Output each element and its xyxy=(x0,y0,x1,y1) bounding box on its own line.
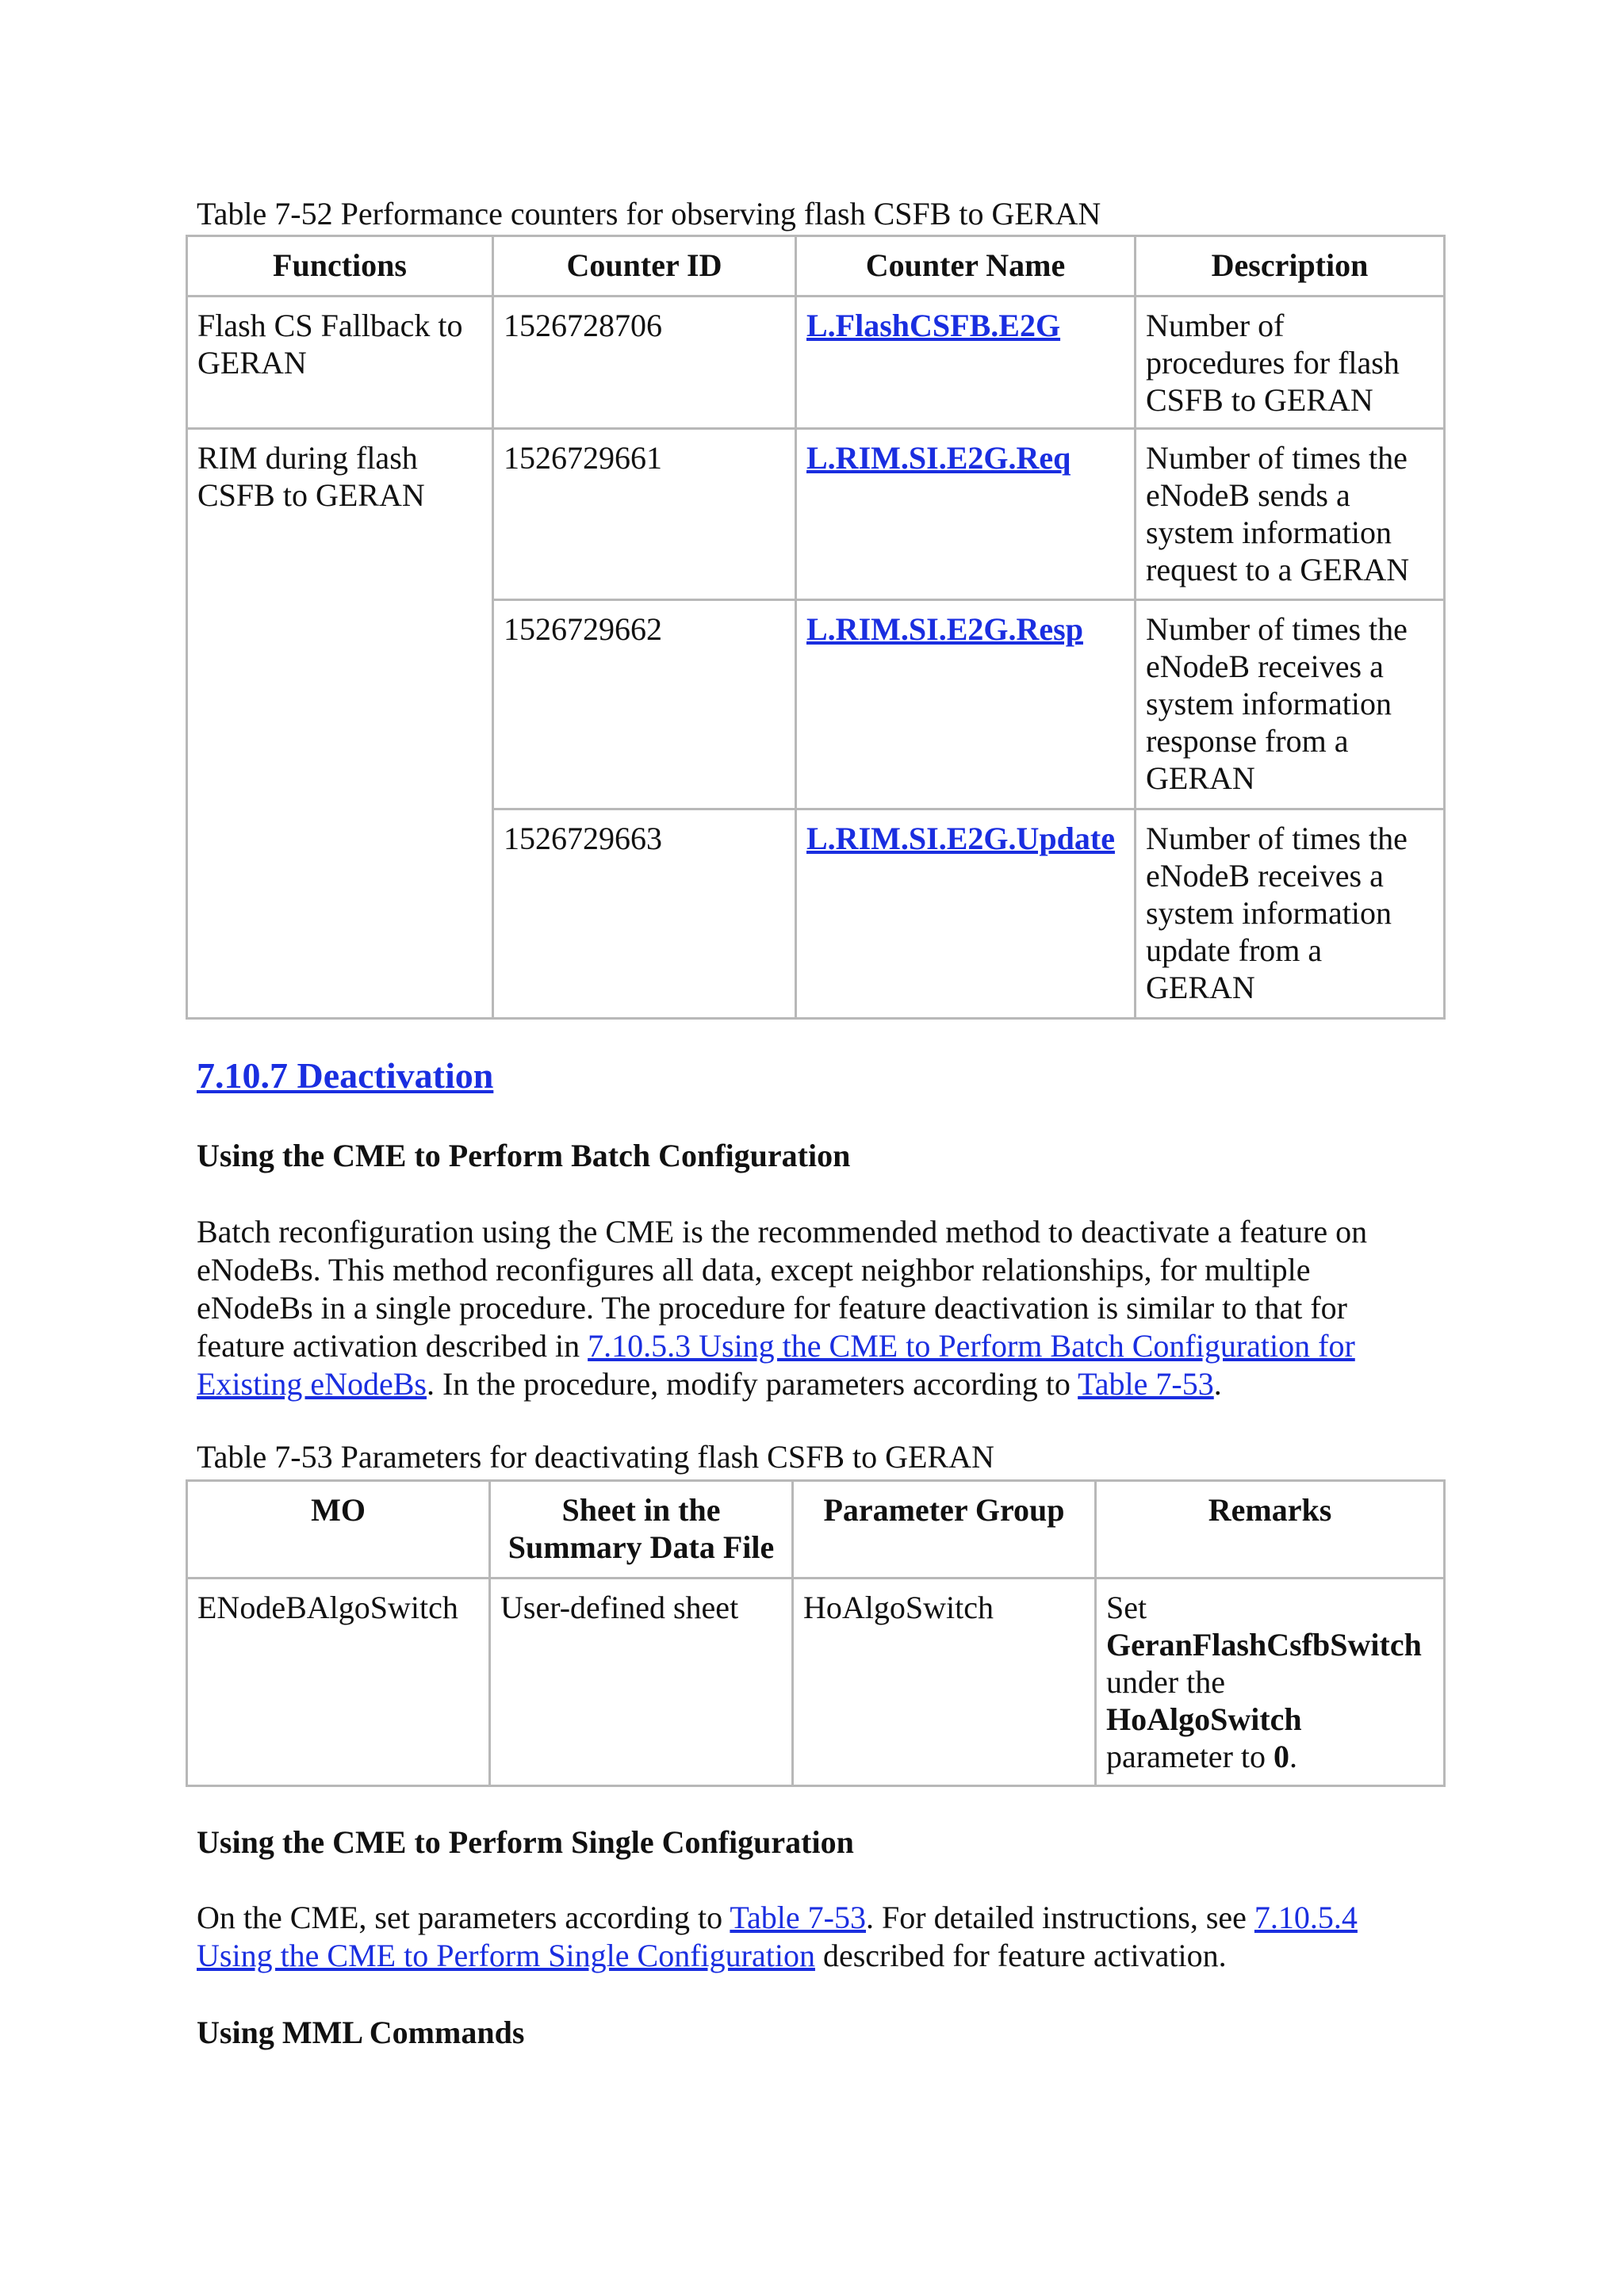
description-line: eNodeB receives a xyxy=(1146,858,1384,894)
counter-name-cell xyxy=(796,429,1136,600)
description-line: eNodeB receives a xyxy=(1146,649,1384,684)
function-cell xyxy=(187,429,493,1019)
counter-name-link[interactable]: L.FlashCSFB.E2G xyxy=(806,308,1061,343)
table-row xyxy=(187,1578,1445,1786)
description-line: Number of times the xyxy=(1146,611,1408,647)
sheet-cell: User-defined sheet xyxy=(490,1578,793,1786)
description-line: eNodeB sends a xyxy=(1146,477,1350,513)
counter-id-cell: 1526729663 xyxy=(493,809,796,1019)
function-line: GERAN xyxy=(197,345,307,381)
header-counter-name: Counter Name xyxy=(796,236,1136,297)
description-line: CSFB to GERAN xyxy=(1146,382,1373,418)
description-line: GERAN xyxy=(1146,970,1255,1005)
description-line: procedures for flash xyxy=(1146,345,1400,381)
table-header-row xyxy=(187,236,1445,297)
parameter-group-cell: HoAlgoSwitch xyxy=(793,1578,1096,1786)
paragraph-line xyxy=(197,1365,1434,1403)
header-functions: Functions xyxy=(187,236,493,297)
table-7-53-link[interactable]: Table 7-53 xyxy=(730,1900,866,1935)
function-line: Flash CS Fallback to xyxy=(197,308,463,343)
table-7-53-link[interactable]: Table 7-53 xyxy=(1078,1366,1214,1402)
counter-name-link[interactable]: L.RIM.SI.E2G.Resp xyxy=(806,611,1083,647)
counter-name-cell xyxy=(796,600,1136,809)
header-remarks: Remarks xyxy=(1096,1481,1445,1578)
paragraph-text: . In the procedure, modify parameters according to xyxy=(426,1366,1078,1402)
description-line: Number of times the xyxy=(1146,440,1408,476)
description-line: system information xyxy=(1146,515,1392,550)
table-53-caption: Table 7-53 Parameters for deactivating flash CSFB to GERAN xyxy=(197,1439,994,1475)
counter-name-cell xyxy=(796,297,1136,429)
single-config-paragraph xyxy=(197,1899,1434,1975)
table-row xyxy=(187,297,1445,429)
header-description: Description xyxy=(1136,236,1445,297)
description-cell xyxy=(1136,297,1445,429)
remarks-text: parameter to xyxy=(1106,1739,1274,1774)
remarks-value: 0 xyxy=(1274,1739,1289,1774)
header-line: Summary Data File xyxy=(508,1529,775,1565)
performance-counters-table xyxy=(186,235,1446,1020)
paragraph-text: feature activation described in xyxy=(197,1328,588,1364)
description-line: response from a xyxy=(1146,723,1349,759)
counter-name-link[interactable]: L.RIM.SI.E2G.Req xyxy=(806,440,1071,476)
single-config-link[interactable]: 7.10.5.4 xyxy=(1254,1900,1358,1935)
description-line: GERAN xyxy=(1146,760,1255,796)
table-52-caption: Table 7-52 Performance counters for observing flash CSFB to GERAN xyxy=(197,196,1101,232)
counter-name-cell xyxy=(796,809,1136,1019)
remarks-line: under the xyxy=(1106,1664,1225,1700)
batch-config-paragraph xyxy=(197,1213,1434,1403)
mml-commands-title: Using MML Commands xyxy=(197,2015,525,2050)
remarks-line: HoAlgoSwitch xyxy=(1106,1701,1302,1737)
paragraph-text: described for feature activation. xyxy=(814,1938,1227,1973)
description-line: update from a xyxy=(1146,932,1323,968)
description-line: system information xyxy=(1146,686,1392,721)
counter-id-cell: 1526728706 xyxy=(493,297,796,429)
batch-config-title: Using the CME to Perform Batch Configuration xyxy=(197,1138,851,1173)
table-row xyxy=(187,429,1445,600)
header-parameter-group: Parameter Group xyxy=(793,1481,1096,1578)
batch-config-link[interactable]: Existing eNodeBs xyxy=(197,1366,427,1402)
batch-config-link[interactable]: 7.10.5.3 Using the CME to Perform Batch Configuration for xyxy=(588,1328,1355,1364)
table-header-row xyxy=(187,1481,1445,1578)
description-cell xyxy=(1136,429,1445,600)
remarks-line: Set xyxy=(1106,1590,1147,1625)
remarks-line xyxy=(1106,1738,1434,1775)
section-heading-link[interactable]: 7.10.7 Deactivation xyxy=(197,1055,494,1096)
function-line: CSFB to GERAN xyxy=(197,477,425,513)
deactivation-parameters-table xyxy=(186,1479,1446,1787)
counter-id-cell: 1526729661 xyxy=(493,429,796,600)
description-line: system information xyxy=(1146,895,1392,931)
paragraph-line: eNodeBs in a single procedure. The procedure for feature deactivation is similar to that for xyxy=(197,1290,1347,1326)
single-config-title: Using the CME to Perform Single Configuration xyxy=(197,1824,854,1860)
description-line: Number of times the xyxy=(1146,821,1408,856)
paragraph-line xyxy=(197,1937,1434,1975)
remarks-line: GeranFlashCsfbSwitch xyxy=(1106,1627,1422,1663)
mo-cell: ENodeBAlgoSwitch xyxy=(187,1578,490,1786)
single-config-link[interactable]: Using the CME to Perform Single Configuration xyxy=(197,1938,815,1973)
header-counter-id: Counter ID xyxy=(493,236,796,297)
function-cell xyxy=(187,297,493,429)
description-cell xyxy=(1136,809,1445,1019)
remarks-cell xyxy=(1096,1578,1445,1786)
header-sheet xyxy=(490,1481,793,1578)
paragraph-line: eNodeBs. This method reconfigures all data, except neighbor relationships, for multiple xyxy=(197,1252,1311,1288)
paragraph-text: On the CME, set parameters according to xyxy=(197,1900,730,1935)
description-cell xyxy=(1136,600,1445,809)
function-line: RIM during flash xyxy=(197,440,418,476)
description-line: request to a GERAN xyxy=(1146,552,1410,587)
section-heading[interactable] xyxy=(197,1054,493,1096)
paragraph-text: . For detailed instructions, see xyxy=(866,1900,1254,1935)
header-mo: MO xyxy=(187,1481,490,1578)
counter-id-cell: 1526729662 xyxy=(493,600,796,809)
header-line: Sheet in the xyxy=(561,1492,721,1528)
paragraph-text: . xyxy=(1213,1366,1222,1402)
remarks-text: . xyxy=(1289,1739,1297,1774)
paragraph-line: Batch reconfiguration using the CME is the recommended method to deactivate a feature on xyxy=(197,1214,1368,1249)
description-line: Number of xyxy=(1146,308,1285,343)
paragraph-line xyxy=(197,1327,1434,1365)
counter-name-link[interactable]: L.RIM.SI.E2G.Update xyxy=(806,821,1115,856)
paragraph-line xyxy=(197,1899,1434,1937)
